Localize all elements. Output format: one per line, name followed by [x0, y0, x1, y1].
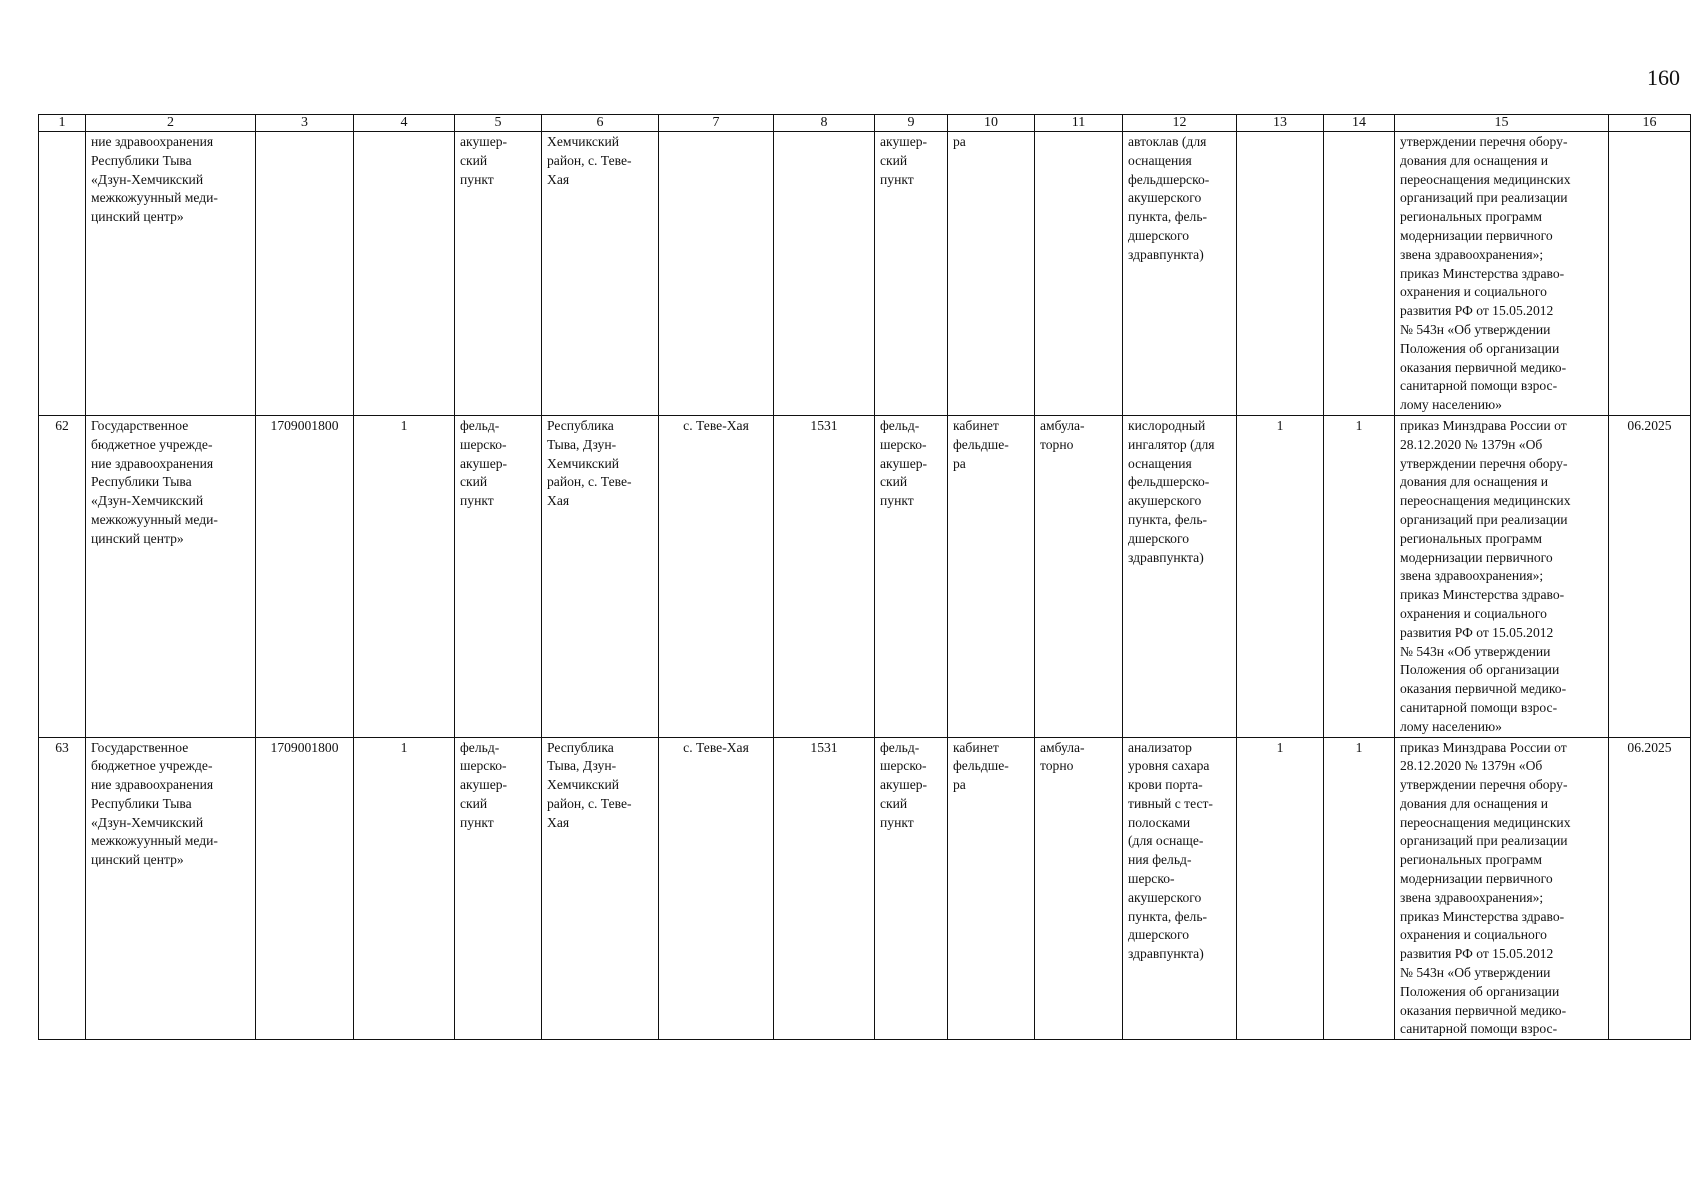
cell-unit-type: акушер- ский пункт — [455, 132, 542, 416]
header-col-14: 14 — [1324, 115, 1395, 132]
header-col-4: 4 — [354, 115, 455, 132]
header-col-12: 12 — [1123, 115, 1237, 132]
table-body — [39, 132, 1691, 1040]
cell-address: Республика Тыва, Дзун- Хемчикский район, с. Теве- Хая — [542, 415, 659, 737]
cell-unit-kind: акушер- ский пункт — [875, 132, 948, 416]
header-col-9: 9 — [875, 115, 948, 132]
header-col-10: 10 — [948, 115, 1035, 132]
table-row-63 — [39, 737, 1691, 1040]
cell-equipment: кислородный ингалятор (для оснащения фельдшерско- акушерского пункта, фель- дшерского здравпункта) — [1123, 415, 1237, 737]
page-number: 160 — [1647, 65, 1680, 90]
cell-population: 1531 — [774, 737, 875, 1040]
table-row-62 — [39, 415, 1691, 737]
cell-room: ра — [948, 132, 1035, 416]
cell-number: 62 — [39, 415, 86, 737]
cell-unit-type: фельд- шерско- акушер- ский пункт — [455, 415, 542, 737]
cell-legal-basis: приказ Минздрава России от 28.12.2020 № 1379н «Об утверждении перечня обору- дования для оснащения и переоснащения медицинских организаций при реализации региональных программ модернизации первичного звена здравоохранения»; приказ Минстерства здраво- охранения и социального развития РФ от 15.05.2012 № 543н «Об утверждении Положения об организации оказания первичной медико- санитарной помощи взрос- лому населению» — [1395, 415, 1609, 737]
cell-quantity-2: 1 — [1324, 737, 1395, 1040]
cell-organization: ние здравоохранения Республики Тыва «Дзун-Хемчикский межкожуунный меди- цинский центр» — [86, 132, 256, 416]
cell-equipment: анализатор уровня сахара крови порта- тивный с тест- полосками (для оснаще- ния фельд- шерско- акушерского пункта, фель- дшерского здравпункта) — [1123, 737, 1237, 1040]
header-col-1: 1 — [39, 115, 86, 132]
cell-legal-basis: утверждении перечня обору- дования для оснащения и переоснащения медицинских организаций при реализации региональных программ модернизации первичного звена здравоохранения»; приказ Минстерства здраво- охранения и социального развития РФ от 15.05.2012 № 543н «Об утверждении Положения об организации оказания первичной медико- санитарной помощи взрос- лому населению» — [1395, 132, 1609, 416]
cell-organization: Государственное бюджетное учрежде- ние здравоохранения Республики Тыва «Дзун-Хемчикский межкожуунный меди- цинский центр» — [86, 415, 256, 737]
cell-care-form — [1035, 132, 1123, 416]
header-col-2: 2 — [86, 115, 256, 132]
header-col-7: 7 — [659, 115, 774, 132]
cell-col4: 1 — [354, 737, 455, 1040]
header-row — [39, 115, 1691, 132]
cell-date: 06.2025 — [1609, 737, 1691, 1040]
cell-quantity: 1 — [1237, 737, 1324, 1040]
cell-unit-kind: фельд- шерско- акушер- ский пункт — [875, 415, 948, 737]
header-col-3: 3 — [256, 115, 354, 132]
header-col-8: 8 — [774, 115, 875, 132]
cell-date — [1609, 132, 1691, 416]
cell-care-form: амбула- торно — [1035, 737, 1123, 1040]
cell-address: Республика Тыва, Дзун- Хемчикский район, с. Теве- Хая — [542, 737, 659, 1040]
cell-date: 06.2025 — [1609, 415, 1691, 737]
header-col-6: 6 — [542, 115, 659, 132]
table-header — [39, 115, 1691, 132]
cell-col4 — [354, 132, 455, 416]
cell-address: Хемчикский район, с. Теве- Хая — [542, 132, 659, 416]
cell-number: 63 — [39, 737, 86, 1040]
cell-settlement — [659, 132, 774, 416]
header-col-15: 15 — [1395, 115, 1609, 132]
cell-quantity-2: 1 — [1324, 415, 1395, 737]
cell-unit-type: фельд- шерско- акушер- ский пункт — [455, 737, 542, 1040]
header-col-13: 13 — [1237, 115, 1324, 132]
cell-col4: 1 — [354, 415, 455, 737]
cell-room: кабинет фельдше- ра — [948, 737, 1035, 1040]
cell-population: 1531 — [774, 415, 875, 737]
cell-number — [39, 132, 86, 416]
header-col-5: 5 — [455, 115, 542, 132]
cell-unit-kind: фельд- шерско- акушер- ский пункт — [875, 737, 948, 1040]
header-col-11: 11 — [1035, 115, 1123, 132]
table-row-continuation — [39, 132, 1691, 416]
cell-room: кабинет фельдше- ра — [948, 415, 1035, 737]
cell-organization: Государственное бюджетное учрежде- ние здравоохранения Республики Тыва «Дзун-Хемчикский межкожуунный меди- цинский центр» — [86, 737, 256, 1040]
cell-settlement: с. Теве-Хая — [659, 415, 774, 737]
cell-code: 1709001800 — [256, 737, 354, 1040]
cell-quantity-2 — [1324, 132, 1395, 416]
cell-quantity: 1 — [1237, 415, 1324, 737]
cell-settlement: с. Теве-Хая — [659, 737, 774, 1040]
cell-legal-basis: приказ Минздрава России от 28.12.2020 № 1379н «Об утверждении перечня обору- дования для оснащения и переоснащения медицинских организаций при реализации региональных программ модернизации первичного звена здравоохранения»; приказ Минстерства здраво- охранения и социального развития РФ от 15.05.2012 № 543н «Об утверждении Положения об организации оказания первичной медико- санитарной помощи взрос- — [1395, 737, 1609, 1040]
equipment-table — [38, 114, 1691, 1040]
cell-population — [774, 132, 875, 416]
cell-equipment: автоклав (для оснащения фельдшерско- акушерского пункта, фель- дшерского здравпункта) — [1123, 132, 1237, 416]
header-col-16: 16 — [1609, 115, 1691, 132]
cell-code — [256, 132, 354, 416]
cell-quantity — [1237, 132, 1324, 416]
cell-care-form: амбула- торно — [1035, 415, 1123, 737]
cell-code: 1709001800 — [256, 415, 354, 737]
